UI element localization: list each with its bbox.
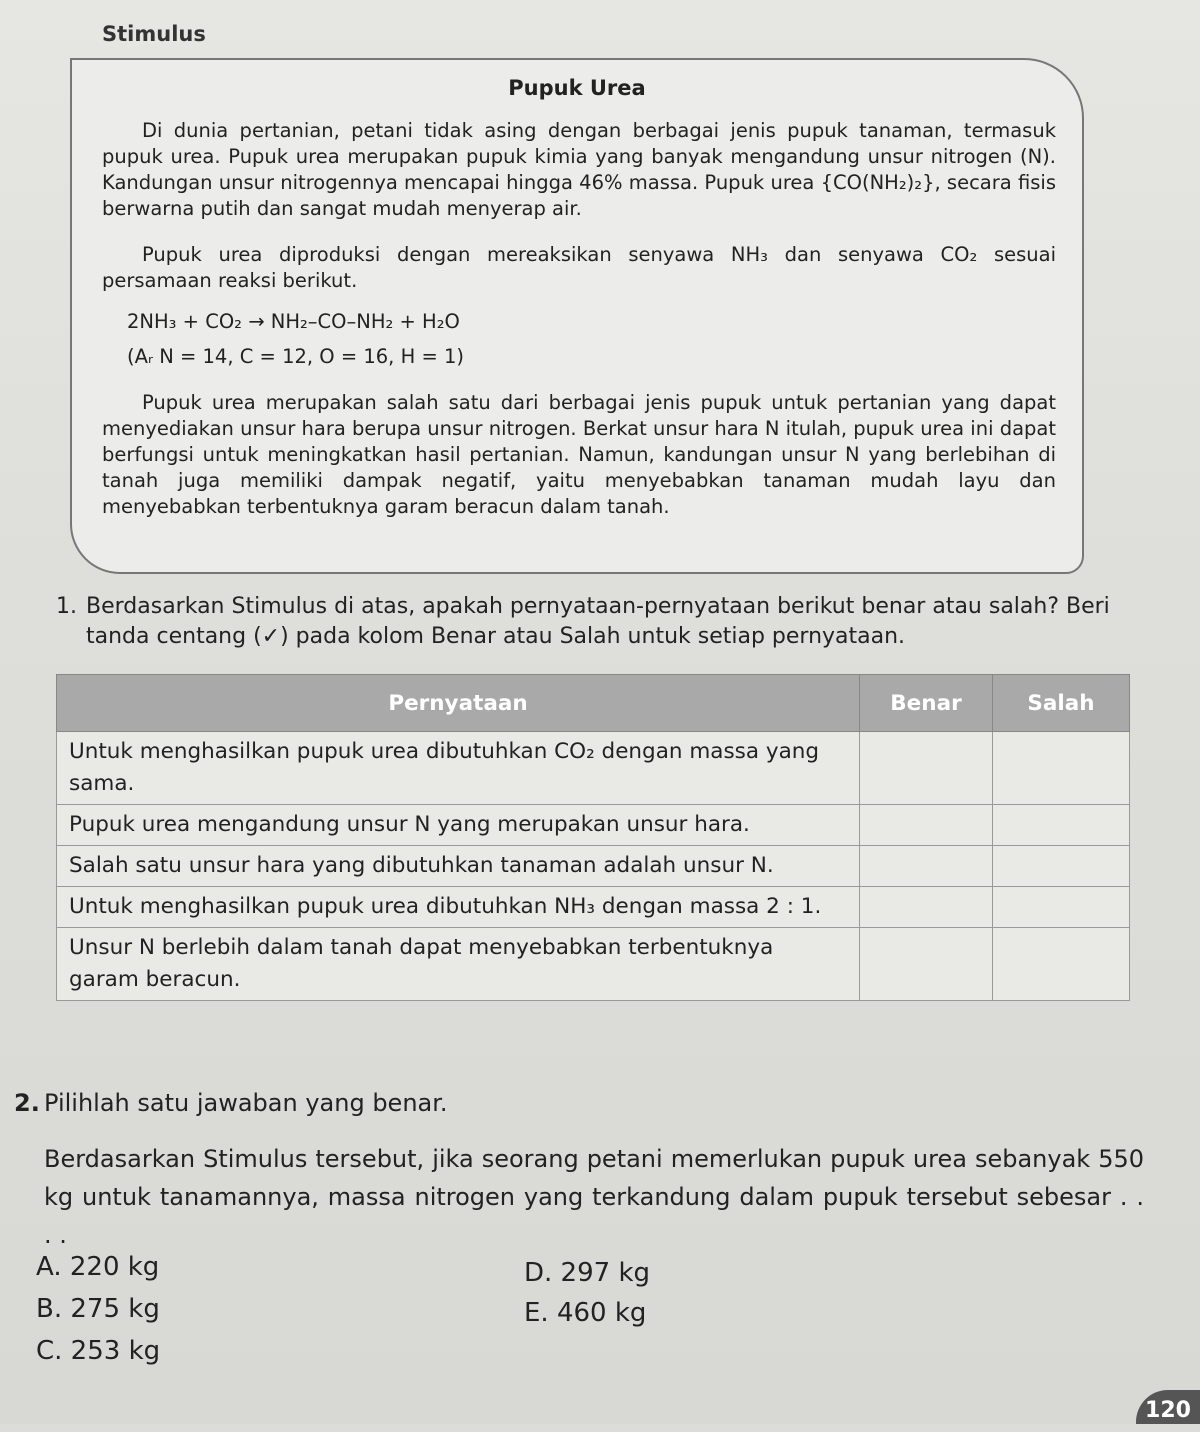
statement-text: Untuk menghasilkan pupuk urea dibutuhkan NH₃ dengan massa 2 : 1.: [57, 887, 860, 928]
stimulus-label: Stimulus: [102, 22, 206, 46]
option-b[interactable]: B. 275 kg: [36, 1294, 160, 1324]
salah-checkbox-cell[interactable]: [993, 732, 1130, 805]
table-row: [57, 805, 1130, 846]
table-row: [57, 887, 1130, 928]
header-benar: Benar: [860, 675, 993, 732]
statement-text: Salah satu unsur hara yang dibutuhkan tanaman adalah unsur N.: [57, 846, 860, 887]
salah-checkbox-cell[interactable]: [993, 887, 1130, 928]
question-2-instruction: Pilihlah satu jawaban yang benar.: [44, 1089, 448, 1117]
question-2: [14, 1084, 1144, 1254]
table-row: [57, 928, 1130, 1001]
question-2-number: 2.: [14, 1089, 40, 1117]
question-2-text: Berdasarkan Stimulus tersebut, jika seorang petani memerlukan pupuk urea sebanyak 550 kg untuk tanamannya, massa nitrogen yang terkandung dalam pupuk tersebut sebesar . . . .: [44, 1145, 1144, 1249]
benar-checkbox-cell[interactable]: [860, 928, 993, 1001]
stimulus-paragraph-1: Di dunia pertanian, petani tidak asing dengan berbagai jenis pupuk tanaman, termasuk pupuk urea. Pupuk urea merupakan pupuk kimia yang banyak mengandung unsur nitrogen (N). Kandungan unsur nitrogennya mencapai hingga 46% massa. Pupuk urea {CO(NH₂)₂}, secara fisis berwarna putih dan sangat mudah menyerap air.: [102, 119, 1056, 220]
salah-checkbox-cell[interactable]: [993, 846, 1130, 887]
statement-text: Unsur N berlebih dalam tanah dapat menyebabkan terbentuknya garam beracun.: [57, 928, 860, 1001]
question-1-number: 1.: [56, 594, 77, 619]
benar-checkbox-cell[interactable]: [860, 732, 993, 805]
header-salah: Salah: [993, 675, 1130, 732]
option-e[interactable]: E. 460 kg: [524, 1298, 647, 1328]
stimulus-box: [70, 58, 1084, 574]
atomic-masses: (Aᵣ N = 14, C = 12, O = 16, H = 1): [127, 345, 464, 368]
benar-checkbox-cell[interactable]: [860, 846, 993, 887]
question-1: [56, 592, 1126, 652]
statement-table: [56, 674, 1130, 1001]
statement-text: Untuk menghasilkan pupuk urea dibutuhkan CO₂ dengan massa yang sama.: [57, 732, 860, 805]
salah-checkbox-cell[interactable]: [993, 928, 1130, 1001]
option-c[interactable]: C. 253 kg: [36, 1336, 161, 1366]
page-number: 120: [1136, 1390, 1200, 1424]
salah-checkbox-cell[interactable]: [993, 805, 1130, 846]
benar-checkbox-cell[interactable]: [860, 887, 993, 928]
question-1-text: Berdasarkan Stimulus di atas, apakah pernyataan-pernyataan berikut benar atau salah? Beri tanda centang (✓) pada kolom Benar atau Salah untuk setiap pernyataan.: [86, 594, 1110, 649]
table-row: [57, 846, 1130, 887]
stimulus-paragraph-2: Pupuk urea diproduksi dengan mereaksikan senyawa NH₃ dan senyawa CO₂ sesuai persamaan reaksi berikut.: [102, 243, 1056, 292]
header-pernyataan: Pernyataan: [57, 675, 860, 732]
statement-text: Pupuk urea mengandung unsur N yang merupakan unsur hara.: [57, 805, 860, 846]
benar-checkbox-cell[interactable]: [860, 805, 993, 846]
table-row: [57, 732, 1130, 805]
option-a[interactable]: A. 220 kg: [36, 1252, 160, 1282]
reaction-equation: 2NH₃ + CO₂ → NH₂–CO–NH₂ + H₂O: [127, 310, 460, 333]
stimulus-title: Pupuk Urea: [508, 76, 646, 100]
stimulus-paragraph-3: Pupuk urea merupakan salah satu dari berbagai jenis pupuk untuk pertanian yang dapat menyediakan unsur hara berupa unsur nitrogen. Berkat unsur hara N itulah, pupuk urea ini dapat berfungsi untuk meningkatkan hasil pertanian. Namun, kandungan unsur N yang berlebihan di tanah juga memiliki dampak negatif, yaitu menyebabkan tanaman mudah layu dan menyebabkan terbentuknya garam beracun dalam tanah.: [102, 391, 1056, 518]
option-d[interactable]: D. 297 kg: [524, 1258, 651, 1288]
